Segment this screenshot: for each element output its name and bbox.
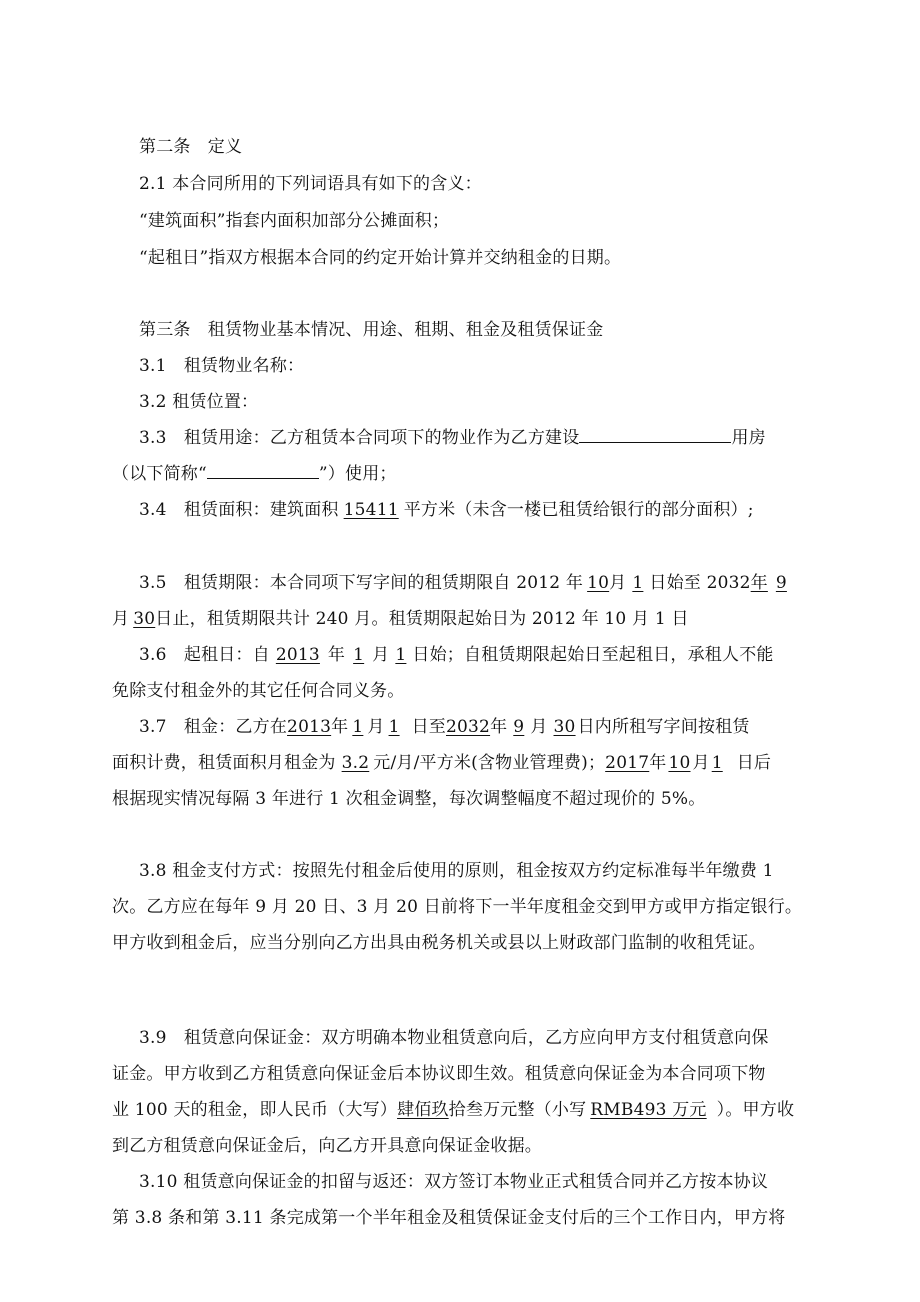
after-label: 日后: [736, 753, 772, 773]
article-2-heading: 第二条 定义: [139, 137, 243, 157]
clause-2-1: 2.1 本合同所用的下列词语具有如下的含义：: [139, 174, 482, 194]
clause-3-6-tail: 日始；自租赁期限起始日至起租日，承租人不能: [412, 645, 774, 665]
clause-3-7-line2: [112, 748, 771, 773]
deposit-tail: ）。甲方收: [716, 1100, 795, 1120]
rent-to-year: 2032: [446, 717, 491, 737]
clause-3-7-line1: [139, 712, 750, 737]
clause-3-7-text: 3.7 租金：乙方在: [139, 717, 288, 737]
year-label-b: 年: [490, 717, 508, 737]
monthly-rent-text: 面积计费，租赁面积月租金为: [112, 753, 336, 773]
clause-3-6-line1: [139, 640, 774, 665]
clause-3-7-tail: 日内所租写字间按租赁: [577, 717, 750, 737]
adjust-year: 2017: [605, 753, 650, 773]
clause-3-3-line1: [139, 423, 766, 448]
month-label-a: 月: [367, 717, 385, 737]
adjust-day: 1: [711, 753, 723, 773]
start-month: 10: [587, 573, 610, 593]
lease-period-text: 日止，租赁期限共计 240 月。租赁期限起始日为 2012 年 10 月 1 日: [155, 609, 689, 629]
definition-rent-start-date: “起租日”指双方根据本合同的约定开始计算并交纳租金的日期。: [139, 248, 622, 268]
deposit-amount-words-tail: 拾叁万元整（小写: [448, 1100, 587, 1120]
clause-3-3-line2: [112, 459, 397, 484]
clause-3-7-line3: 根据现实情况每隔 3 年进行 1 次租金调整，每次调整幅度不超过现价的 5%。: [112, 789, 706, 809]
clause-3-4-text: 3.4 租赁面积：建筑面积: [139, 500, 339, 520]
rent-from-day: 1: [388, 717, 400, 737]
year-label-c: 年: [649, 753, 667, 773]
deposit-amount-figure: RMB493 万元: [590, 1100, 707, 1120]
start-day: 1: [632, 573, 644, 593]
short-name-suffix: ”）使用；: [318, 464, 397, 484]
clause-3-9-line4: 到乙方租赁意向保证金后，向乙方开具意向保证金收据。: [112, 1136, 542, 1156]
clause-3-8-line3: 甲方收到租金后，应当分别向乙方出具由税务机关或县以上财政部门监制的收租凭证。: [112, 933, 766, 953]
short-name-blank: [207, 462, 319, 479]
rent-start-month: 1: [353, 645, 365, 665]
clause-3-3-suffix: 用房: [731, 428, 766, 448]
short-name-prefix: （以下简称“: [112, 464, 207, 484]
clause-3-8-line2: 次。乙方应在每年 9 月 20 日、3 月 20 日前将下一半年度租金交到甲方或甲方指定银行。: [112, 897, 803, 917]
month-label-c: 月: [692, 753, 710, 773]
clause-3-4: [139, 495, 754, 520]
monthly-rent-value: 3.2: [341, 753, 370, 773]
clause-3-1: 3.1 租赁物业名称：: [139, 356, 305, 376]
to-label: 日至: [411, 717, 446, 737]
rent-to-day: 30: [553, 717, 576, 737]
clause-3-6-text: 3.6 起租日：自: [139, 645, 270, 665]
definition-building-area: “建筑面积”指套内面积加部分公摊面积；: [139, 211, 450, 231]
adjust-month: 10: [668, 753, 691, 773]
month-label: 月: [609, 573, 627, 593]
rent-start-day: 1: [395, 645, 407, 665]
rent-start-year: 2013: [275, 645, 320, 665]
clause-3-4-suffix: 平方米（未含一楼已租赁给银行的部分面积）;: [403, 500, 754, 520]
year-label-3-6: 年: [327, 645, 346, 665]
clause-3-2: 3.2 租赁位置：: [139, 392, 259, 412]
month-label-3-6: 月: [372, 645, 390, 665]
rent-unit: 元/月/平方米(含物业管理费)；: [373, 753, 606, 773]
clause-3-6-line2: 免除支付租金外的其它任何合同义务。: [112, 681, 405, 701]
end-year-text: 日始至 2032: [649, 573, 751, 593]
clause-3-9-line3: [112, 1095, 794, 1120]
article-3-heading: 第三条 租赁物业基本情况、用途、租期、租金及租赁保证金: [139, 320, 604, 340]
clause-3-5-line1: [139, 568, 787, 593]
deposit-text: 业 100 天的租金，即人民币（大写）: [112, 1100, 398, 1120]
clause-3-9-line1: 3.9 租赁意向保证金：双方明确本物业租赁意向后，乙方应向甲方支付租赁意向保: [139, 1028, 769, 1048]
rent-from-month: 1: [352, 717, 364, 737]
rent-to-month: 9: [513, 717, 525, 737]
clause-3-8-line1: 3.8 租金支付方式：按照先付租金后使用的原则，租金按双方约定标准每半年缴费 1: [139, 861, 774, 881]
deposit-amount-words: 肆佰玖: [397, 1100, 449, 1120]
year-label-a: 年: [331, 717, 349, 737]
year-label: 年: [750, 573, 768, 593]
clause-3-5-text: 3.5 租赁期限：本合同项下写字间的租赁期限自 2012 年: [139, 573, 584, 593]
clause-3-10-line2: 第 3.8 条和第 3.11 条完成第一个半年租金及租赁保证金支付后的三个工作日内，甲方将: [112, 1208, 786, 1228]
end-month: 9: [775, 573, 787, 593]
end-day: 30: [133, 609, 156, 629]
clause-3-3-text: 3.3 租赁用途：乙方租赁本合同项下的物业作为乙方建设: [139, 428, 580, 448]
lease-area-value: 15411: [343, 500, 399, 520]
clause-3-5-line2: [112, 604, 689, 629]
month-label-b: 月: [530, 717, 548, 737]
clause-3-10-line1: 3.10 租赁意向保证金的扣留与返还：双方签订本物业正式租赁合同并乙方按本协议: [139, 1172, 769, 1192]
rent-from-year: 2013: [287, 717, 332, 737]
month-label-2: 月: [112, 609, 130, 629]
clause-3-9-line2: 证金。甲方收到乙方租赁意向保证金后本协议即生效。租赁意向保证金为本合同项下物: [112, 1064, 766, 1084]
usage-blank: [579, 426, 731, 443]
